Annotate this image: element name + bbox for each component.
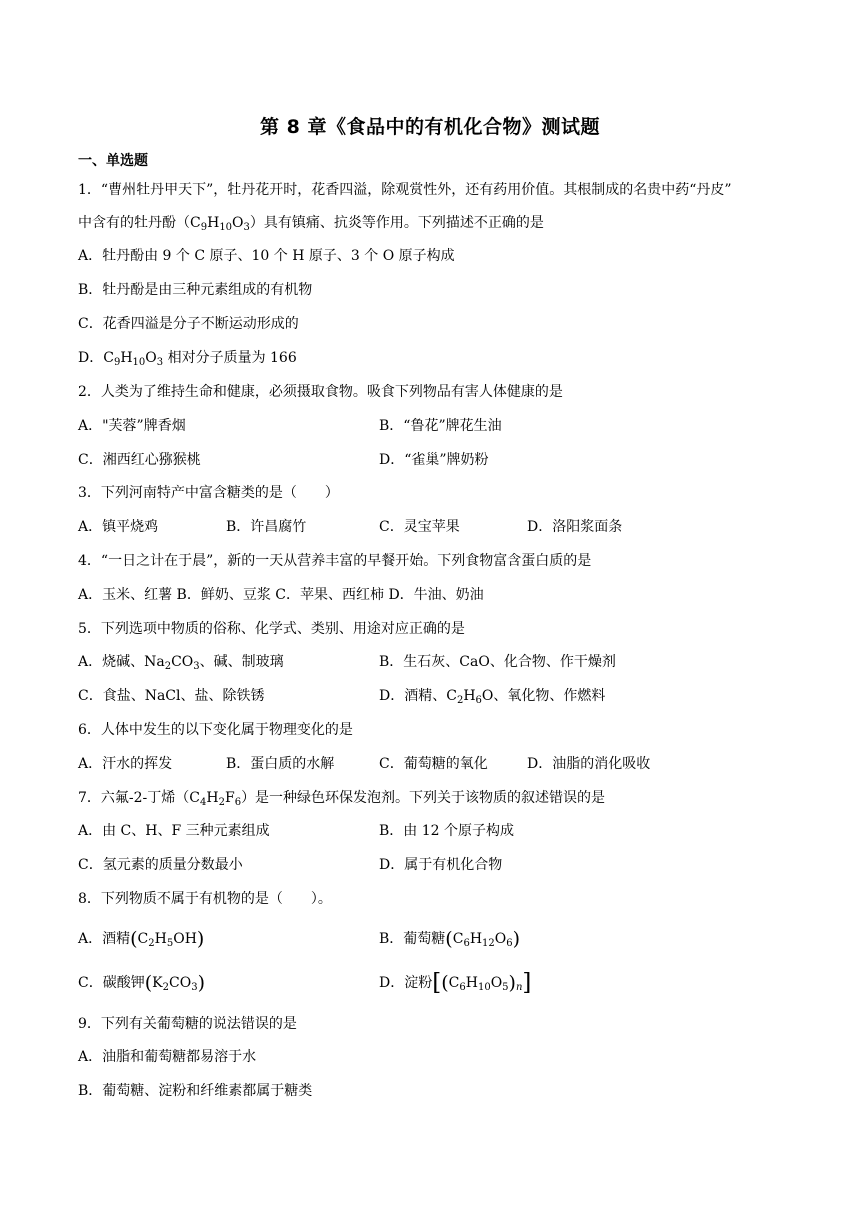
question-2-option-b: B．“鲁花”牌花生油 — [379, 418, 502, 434]
question-7-option-b: B．由 12 个原子构成 — [379, 823, 515, 839]
question-5-option-b: B．生石灰、CaO、化合物、作干燥剂 — [379, 654, 616, 670]
question-9-option-b: B．葡萄糖、淀粉和纤维素都属于糖类 — [78, 1083, 313, 1099]
question-3-option-b: B．许昌腐竹 — [226, 519, 307, 535]
question-4-stem: 4．“一日之计在于晨”，新的一天从营养丰富的早餐开始。下列食物富含蛋白质的是 — [78, 553, 592, 569]
question-3-option-d: D．洛阳浆面条 — [527, 519, 623, 535]
question-7-option-c: C．氢元素的质量分数最小 — [78, 857, 243, 873]
question-9-option-a: A．油脂和葡萄糖都易溶于水 — [78, 1049, 257, 1065]
question-8-option-d: D．淀粉$[(C_6H_{10}O_5)_n]$ — [379, 970, 532, 996]
question-1-option-d: D．$C_9H_{10}O_3$ 相对分子质量为 166 — [78, 350, 297, 368]
question-8-option-a: A．酒精$(C_2H_5OH)$ — [78, 928, 205, 950]
question-2-option-c: C．湘西红心猕猴桃 — [78, 452, 201, 468]
question-4-options: A．玉米、红薯 B．鲜奶、豆浆 C．苹果、西红柿 D．牛油、奶油 — [78, 587, 484, 603]
question-6-stem: 6．人体中发生的以下变化属于物理变化的是 — [78, 722, 353, 738]
question-1-option-a: A．牡丹酚由 9 个 C 原子、10 个 H 原子、3 个 O 原子构成 — [78, 248, 455, 264]
question-6-option-a: A．汗水的挥发 — [78, 756, 173, 772]
question-5-stem: 5．下列选项中物质的俗称、化学式、类别、用途对应正确的是 — [78, 621, 465, 637]
question-6-option-d: D．油脂的消化吸收 — [527, 756, 651, 772]
question-1-option-b: B．牡丹酚是由三种元素组成的有机物 — [78, 282, 313, 298]
question-3-stem: 3．下列河南特产中富含糖类的是（ ） — [78, 485, 339, 501]
question-9-stem: 9．下列有关葡萄糖的说法错误的是 — [78, 1016, 297, 1032]
question-6-option-b: B．蛋白质的水解 — [226, 756, 335, 772]
question-2-stem: 2．人类为了维持生命和健康，必须摄取食物。吸食下列物品有害人体健康的是 — [78, 384, 563, 400]
question-3-option-a: A．镇平烧鸡 — [78, 519, 159, 535]
question-8-option-b: B．葡萄糖$(C_6H_{12}O_6)$ — [379, 928, 521, 950]
question-2-option-d: D．“雀巢”牌奶粉 — [379, 452, 489, 468]
question-1-option-c: C．花香四溢是分子不断运动形成的 — [78, 316, 299, 332]
section-heading: 一、单选题 — [78, 153, 148, 169]
question-5-option-d: D．酒精、$C_2H_6O$、氧化物、作燃料 — [379, 688, 606, 706]
question-1-stem-line1: 1．“曹州牡丹甲天下”，牡丹花开时，花香四溢，除观赏性外，还有药用价值。其根制成的名贵中药“丹皮” — [78, 182, 732, 198]
question-5-option-c: C．食盐、NaCl、盐、除铁锈 — [78, 688, 265, 704]
question-3-option-c: C．灵宝苹果 — [379, 519, 460, 535]
question-8-stem: 8．下列物质不属于有机物的是（ ）。 — [78, 891, 332, 907]
question-1-stem-line2: 中含有的牡丹酚$(C_9H_{10}O_3)$具有镇痛、抗炎等作用。下列描述不正确的是 — [78, 215, 544, 233]
question-6-option-c: C．葡萄糖的氧化 — [379, 756, 488, 772]
question-7-option-d: D．属于有机化合物 — [379, 857, 503, 873]
page-title: 第 8 章《食品中的有机化合物》测试题 — [260, 116, 600, 138]
question-7-stem: 7．六氟-2-丁烯$(C_4H_2F_6)$是一种绿色环保发泡剂。下列关于该物质的叙述错误的是 — [78, 790, 606, 808]
question-2-option-a: A．"芙蓉”牌香烟 — [78, 418, 186, 434]
question-7-option-a: A．由 C、H、F 三种元素组成 — [78, 823, 270, 839]
question-8-option-c: C．碳酸钾$(K_2CO_3)$ — [78, 972, 205, 994]
question-5-option-a: A．烧碱、$Na_2CO_3$、碱、制玻璃 — [78, 654, 284, 672]
